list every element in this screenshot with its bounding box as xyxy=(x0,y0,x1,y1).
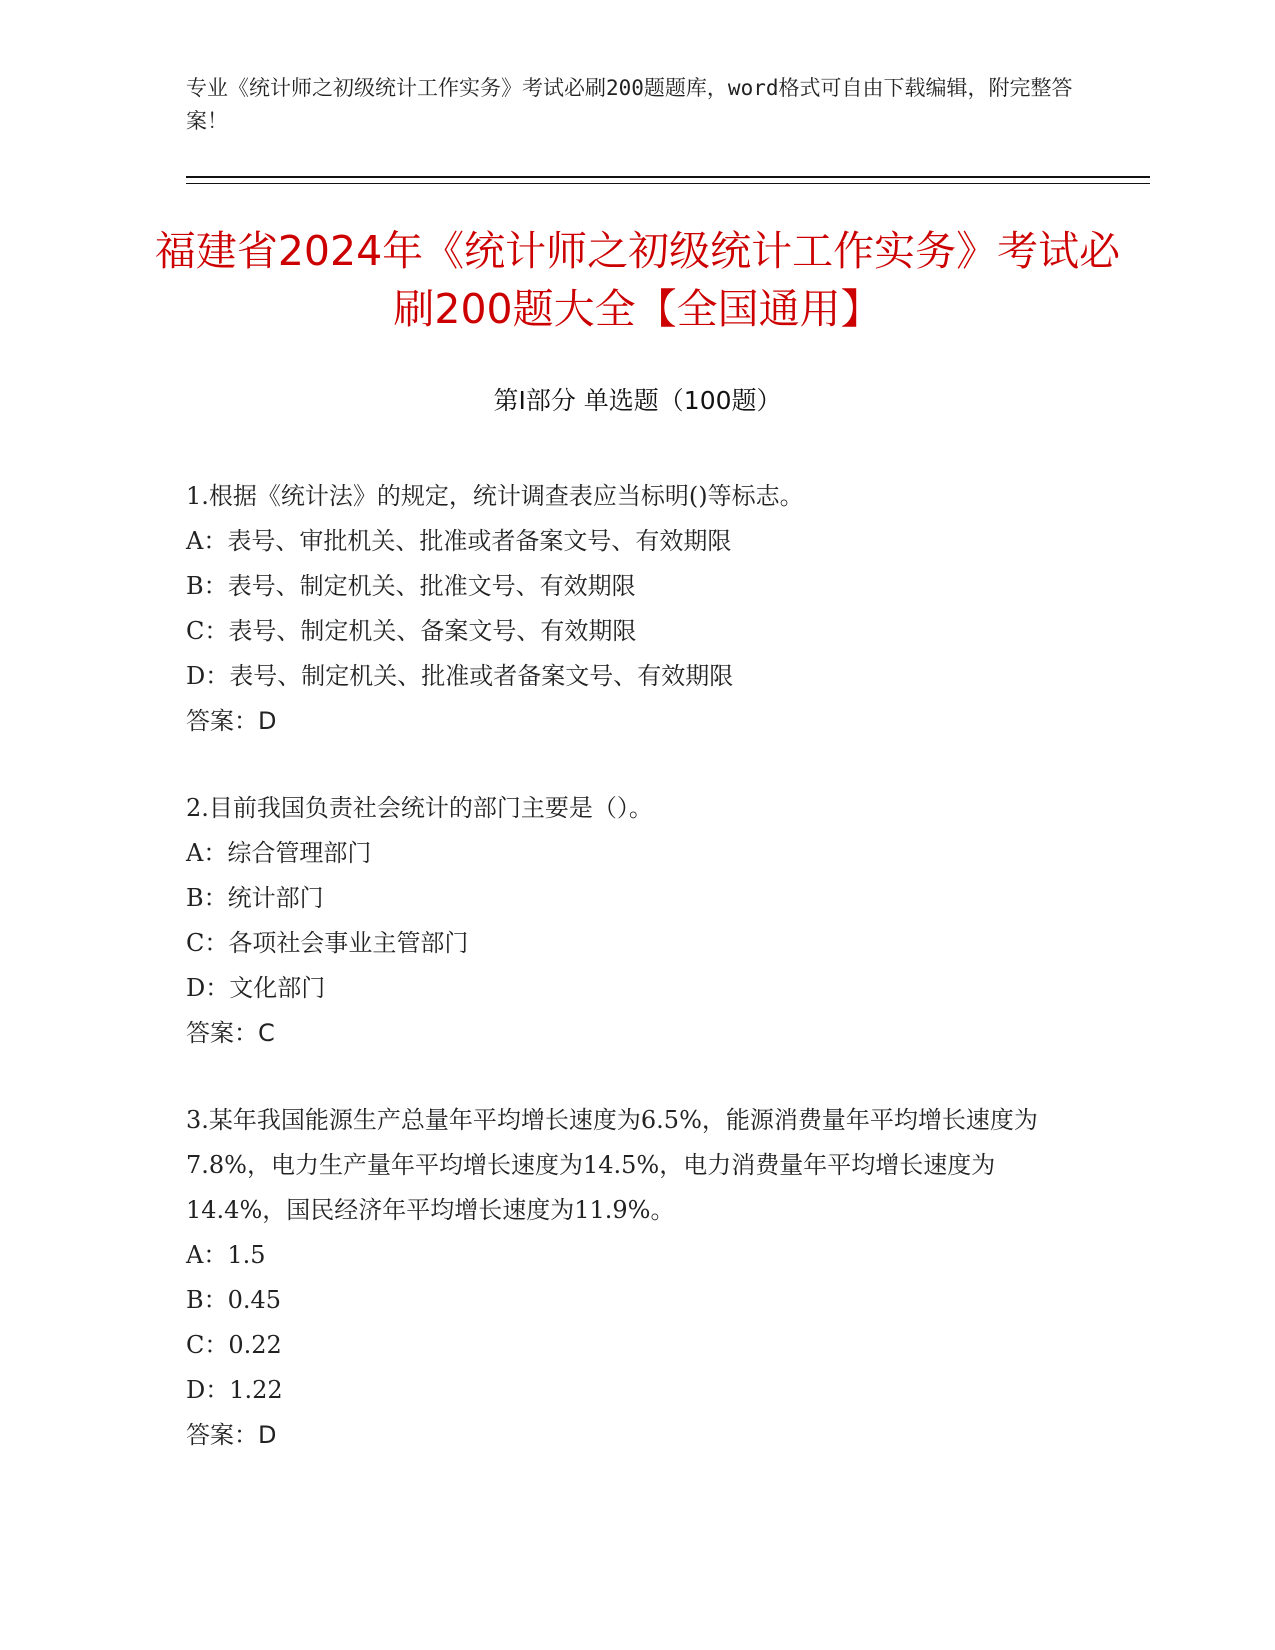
header-note: 专业《统计师之初级统计工作实务》考试必刷200题题库，word格式可自由下载编辑，附完整答案！ xyxy=(186,76,1073,133)
option-b: B：表号、制定机关、批准文号、有效期限 xyxy=(186,572,636,600)
question-list xyxy=(186,474,1086,1500)
question-stem: 3.某年我国能源生产总量年平均增长速度为6.5%，能源消费量年平均增长速度为7.8%，电力生产量年平均增长速度为14.5%，电力消费量年平均增长速度为14.4%，国民经济年平均增长速度为11.9%。 xyxy=(186,1106,1038,1224)
question-3 xyxy=(186,1098,1086,1458)
option-a: A：表号、审批机关、批准或者备案文号、有效期限 xyxy=(186,527,732,555)
answer: 答案：D xyxy=(186,1421,277,1449)
option-d: D：文化部门 xyxy=(186,974,326,1002)
option-d: D：1.22 xyxy=(186,1376,283,1404)
option-a: A：综合管理部门 xyxy=(186,839,372,867)
option-c: C：表号、制定机关、备案文号、有效期限 xyxy=(186,617,637,645)
header-divider-thin xyxy=(186,183,1150,184)
header-divider-thick xyxy=(186,176,1150,178)
question-stem: 2.目前我国负责社会统计的部门主要是（）。 xyxy=(186,794,653,822)
option-c: C：各项社会事业主管部门 xyxy=(186,929,469,957)
question-2 xyxy=(186,786,1086,1056)
option-c: C：0.22 xyxy=(186,1331,282,1359)
answer: 答案：D xyxy=(186,707,277,735)
answer: 答案：C xyxy=(186,1019,275,1047)
option-d: D：表号、制定机关、批准或者备案文号、有效期限 xyxy=(186,662,734,690)
section-title: 第Ⅰ部分 单选题（100题） xyxy=(493,386,782,415)
question-1 xyxy=(186,474,1086,744)
question-stem: 1.根据《统计法》的规定，统计调查表应当标明()等标志。 xyxy=(186,482,804,510)
document-title: 福建省2024年《统计师之初级统计工作实务》考试必刷200题大全【全国通用】 xyxy=(154,227,1121,333)
option-b: B：0.45 xyxy=(186,1286,282,1314)
option-a: A：1.5 xyxy=(186,1241,266,1269)
option-b: B：统计部门 xyxy=(186,884,324,912)
